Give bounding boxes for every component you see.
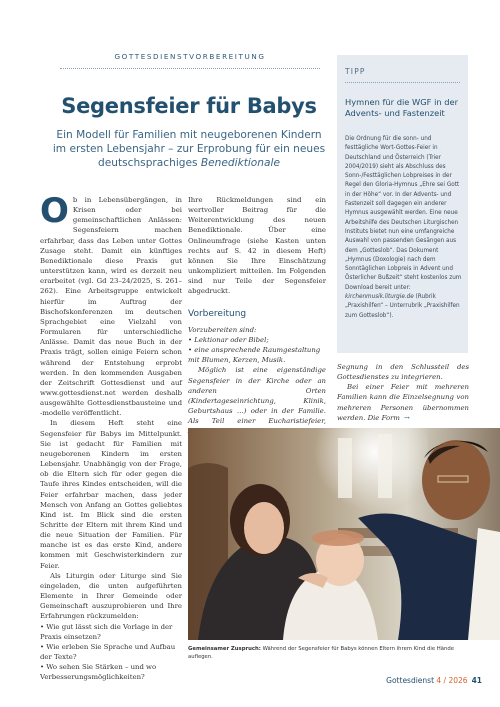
list-item: • Wie gut lässt sich die Vorlage in der Praxis einsetzen? — [40, 622, 182, 642]
article-column-2 — [188, 195, 326, 447]
caption-text: Während der Segensfeier für Babys können Eltern ihrem Kind die Hände auflegen. — [188, 646, 455, 660]
paragraph-text: Bei einer Feier mit mehreren Familien kann die Einzelsegnung von mehreren Personen übernommen werden. Die Form — [337, 383, 469, 422]
page-number: 41 — [471, 676, 482, 685]
article-title: Segensfeier für Babys — [61, 94, 317, 118]
article-column-1 — [40, 191, 182, 683]
list-item: • Lektionar oder Bibel; — [188, 335, 326, 345]
body-paragraph: Möglich ist eine eigenständige Segensfeier in der Kirche oder an anderen Orten (Kindertageseinrichtung, Klinik, Geburtshaus …) oder in der Familie. Als Teil einer Eucharistiefeier, — [188, 366, 326, 426]
photo-caption — [188, 645, 478, 661]
intro-text: b in Lebensübergängen, in Krisen oder bei gemeinschaftlichen Anlässen: Segensfeiern machen erfahrbar, dass das Leben unter Gottes Zusage steht. Damit ein künftiges Benediktionale diese Praxis gut unterstützen kann, wird es derzeit neu erarbeitet (vgl. Gd 23–24/2025, S. 261–262). Eine Arbeitsgruppe entwickelt hierfür im Auftrag der Bischofskonferenzen im deutschen Sprachgebiet eine Vielzahl von Formularen für unterschiedliche Anlässe. Damit das neue Buch in der Praxis trägt, sollen einige Feiern schon während der Entstehung erprobt werden. In den kommenden Ausgaben der Zeitschrift Gottesdienst und auf www.gottesdienst.net werden deshalb ausgewählte Gottesdienstbausteine und -modelle veröffentlicht. — [40, 196, 182, 418]
body-paragraph — [337, 382, 469, 423]
caption-bold: Gemeinsamer Zuspruch: — [188, 646, 261, 652]
blessing-photo — [188, 428, 500, 640]
magazine-name: Gottesdienst — [386, 676, 437, 685]
article-column-3 — [337, 362, 469, 423]
list-item: • Wie erleben Sie Sprache und Aufbau der Texte? — [40, 642, 182, 662]
subtitle-italic: Benediktionale — [200, 157, 280, 169]
subtitle-line-2: im ersten Lebensjahr – zur Erprobung für ein neues — [52, 143, 326, 155]
tip-text: Die Ordnung für die sonn- und festtägliche Wort-Gottes-Feier in Deutschland und Österreich (Trier 2004/2019) sieht als Abschluss des Sonn-/Festtäglichen Lobpreises in der Regel den Gloria-Hymnus „Ehre sei Gott in der Höhe“ vor. In der Advents- und Fastenzeit soll dagegen ein anderer Hymnus ausgewählt werden. Eine neue Arbeitshilfe des Deutschen Liturgischen Instituts bietet nun eine umfangreiche Auswahl von passenden Gesängen aus dem „Gotteslob“. Das Dokument „Hymnus (Doxologie) nach dem Sonntäglichen Lobpreis in Advent und Österlicher Bußzeit“ steht kostenlos zum Download bereit unter: — [345, 136, 462, 291]
issue-number: 4 / 2026 — [436, 676, 468, 685]
list-item: • Wo sehen Sie Stärken – und wo Verbesserungsmöglichkeiten? — [40, 662, 182, 682]
continue-arrow-icon: → — [403, 413, 410, 422]
kicker-divider — [60, 68, 320, 69]
preparation-lead: Vorzubereiten sind: — [188, 325, 257, 334]
tip-link-suffix: (Rubrik „Praxishilfen“ – Unterrubrik „Praxishilfen zum Gotteslob“). — [345, 294, 460, 319]
tip-body — [345, 135, 463, 321]
tip-title: Hymnen für die WGF in der Advents- und Fastenzeit — [345, 97, 459, 118]
tip-link[interactable]: kirchenmusik.liturgie.de — [345, 294, 414, 301]
section-heading: Vorbereitung — [188, 308, 247, 319]
preparation-list — [188, 335, 326, 365]
section-kicker: GOTTESDIENSTVORBEREITUNG — [114, 52, 266, 61]
page-footer — [386, 676, 482, 685]
body-paragraph: Als Liturgin oder Liturge sind Sie eingeladen, die unten aufgeführten Elemente in Ihrer Gemeinde oder Gemeinschaft auszuprobieren und Ihre Erfahrungen rückzumelden: — [40, 571, 182, 621]
subtitle-line-3: deutschsprachiges — [98, 157, 201, 169]
photo-illustration — [188, 428, 500, 640]
tip-divider — [345, 82, 460, 83]
body-paragraph: In diesem Heft steht eine Segensfeier für Babys im Mittelpunkt. Sie ist gedacht für Familien mit neugeborenen Kindern im ersten Lebensjahr. Unabhängig von der Frage, ob die Eltern sich für oder gegen die Taufe ihres Kindes entscheiden, will die Feier erfahrbar machen, dass jeder Mensch von Anfang an Gottes geliebtes Kind ist. Im Blick sind die ersten Schritte der Eltern mit ihrem Kind und die neue Situation der Familien. Für manche ist es das erste Kind, andere kommen mit Geschwisterkindern zur Feier. — [40, 419, 182, 570]
subtitle-line-1: Ein Modell für Familien mit neugeborenen Kindern — [56, 129, 322, 141]
intro-paragraph — [40, 191, 182, 418]
list-item: • eine ansprechende Raumgestaltung mit Blumen, Kerzen, Musik. — [188, 345, 326, 365]
article-subtitle — [42, 128, 336, 170]
feedback-question-list — [40, 622, 182, 683]
body-paragraph: Segnung in den Schlussteil des Gottesdienstes zu integrieren. — [337, 363, 469, 382]
body-paragraph: Ihre Rückmeldungen sind ein wertvoller Beitrag für die Weiterentwicklung des neuen Benediktionale. Über eine Onlineumfrage (siehe Kasten unten rechts auf S. 42 in diesem Heft) können Sie Ihre Einschätzung unkompliziert mitteilen. Im Folgenden sind nur Teile der Segensfeier abgedruckt. — [188, 196, 326, 296]
tip-box — [337, 55, 468, 353]
tip-label: TIPP — [345, 67, 366, 76]
drop-cap: O — [40, 191, 69, 231]
